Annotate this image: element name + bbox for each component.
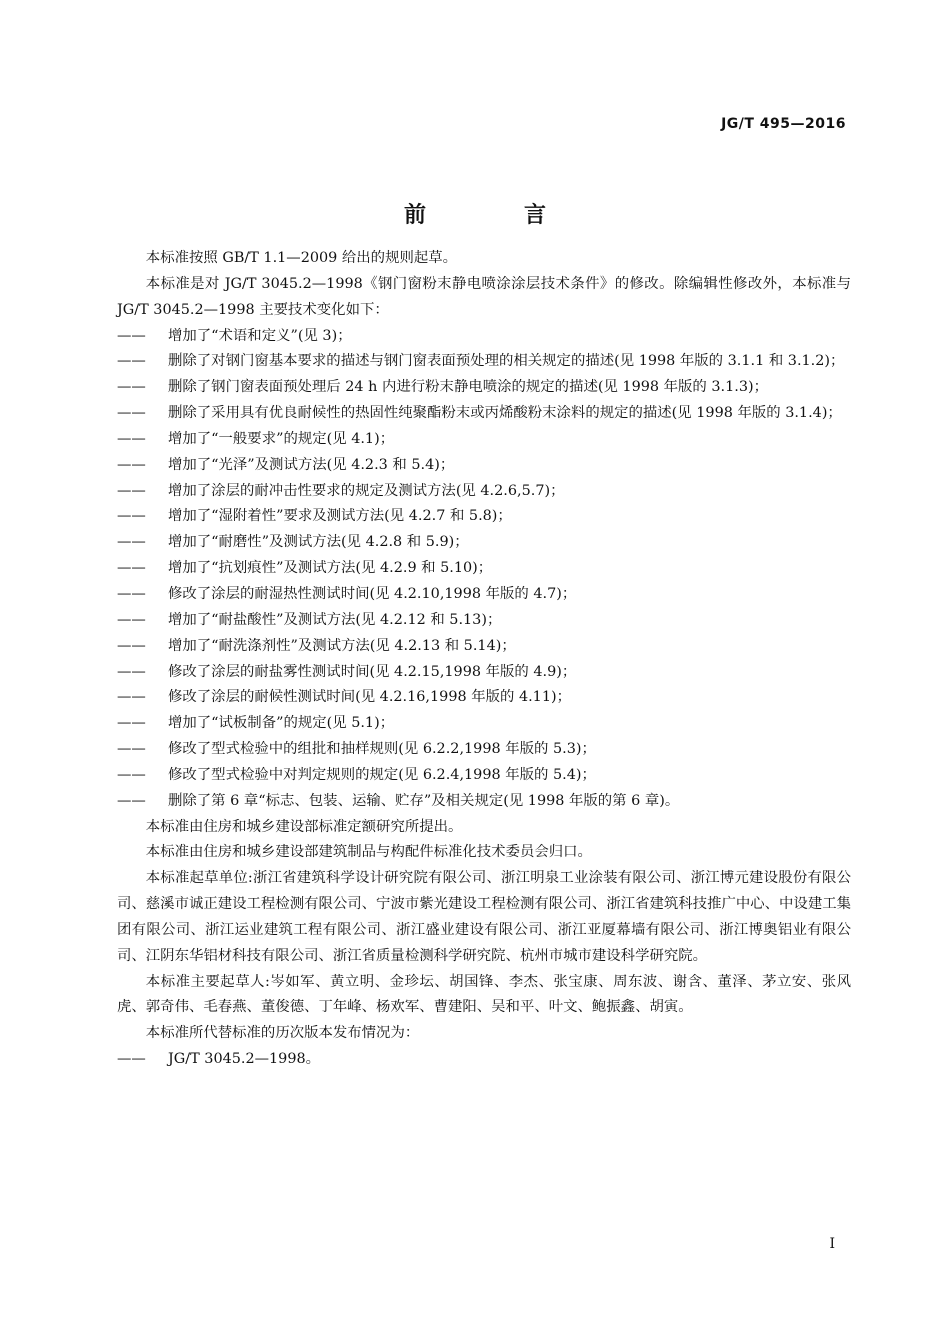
list-item-text: 增加了“耐磨性”及测试方法(见 4.2.8 和 5.9)； <box>168 534 469 551</box>
dash-mark: —— <box>117 327 146 344</box>
list-item-text: 增加了“抗划痕性”及测试方法(见 4.2.9 和 5.10)； <box>168 560 493 577</box>
dash-mark: —— <box>117 585 146 602</box>
dash-mark: —— <box>117 715 146 732</box>
dash-mark: —— <box>117 741 146 758</box>
list-item-text: 删除了钢门窗表面预处理后 24 h 内进行粉末静电喷涂的规定的描述(见 1998 年版的 3.1.3)； <box>168 379 768 396</box>
list-item <box>117 711 851 737</box>
dash-mark: —— <box>117 379 146 396</box>
list-item <box>117 737 851 763</box>
dash-mark: —— <box>117 353 146 370</box>
standard-code: JG/T 495—2016 <box>721 116 846 132</box>
list-item <box>117 530 851 556</box>
list-item-text: 修改了型式检验中对判定规则的规定(见 6.2.4,1998 年版的 5.4)； <box>168 766 596 783</box>
list-item <box>117 375 851 401</box>
list-item <box>117 763 851 789</box>
list-item <box>117 401 851 427</box>
list-item-text: 修改了涂层的耐湿热性测试时间(见 4.2.10,1998 年版的 4.7)； <box>168 585 577 602</box>
list-item <box>117 789 851 815</box>
list-item <box>117 634 851 660</box>
list-item-text: 增加了“试板制备”的规定(见 5.1)； <box>168 715 395 732</box>
dash-mark: —— <box>117 663 146 680</box>
list-item <box>117 427 851 453</box>
list-item <box>117 556 851 582</box>
list-item <box>117 504 851 530</box>
paragraph: 本标准由住房和城乡建设部建筑制品与构配件标准化技术委员会归口。 <box>145 844 592 861</box>
list-item <box>117 582 851 608</box>
list-item-text: 增加了“耐盐酸性”及测试方法(见 4.2.12 和 5.13)； <box>168 611 502 628</box>
list-item-text: 删除了采用具有优良耐候性的热固性纯聚酯粉末或丙烯酸粉末涂料的规定的描述(见 1998 年版的 3.1.4)； <box>168 405 842 422</box>
list-item <box>117 660 851 686</box>
paragraph: 本标准所代替标准的历次版本发布情况为： <box>145 1025 420 1042</box>
list-item-text: 增加了“光泽”及测试方法(见 4.2.3 和 5.4)； <box>168 456 455 473</box>
dash-mark: —— <box>117 792 146 809</box>
dash-mark: —— <box>117 1051 146 1068</box>
dash-mark: —— <box>117 637 146 654</box>
list-item-text: 修改了涂层的耐候性测试时间(见 4.2.16,1998 年版的 4.11)； <box>168 689 571 706</box>
page-number: I <box>829 1236 835 1252</box>
dash-mark: —— <box>117 482 146 499</box>
list-item <box>117 685 851 711</box>
history-item <box>117 1047 851 1073</box>
dash-mark: —— <box>117 456 146 473</box>
dash-mark: —— <box>117 689 146 706</box>
page-title: 前 言 <box>403 203 584 228</box>
drafters: 本标准主要起草人:岑如军、黄立明、金珍坛、胡国锋、李杰、张宝康、周东波、谢含、董泽、茅立安、张风虎、郭奇伟、毛春燕、董俊德、丁年峰、杨欢军、曹建阳、吴和平、叶文、鲍振鑫、胡寅。 <box>117 973 851 1016</box>
dash-mark: —— <box>117 430 146 447</box>
history-item-text: JG/T 3045.2—1998。 <box>168 1051 321 1068</box>
paragraph: 本标准按照 GB/T 1.1—2009 给出的规则起草。 <box>145 250 458 266</box>
list-item-text: 修改了型式检验中的组批和抽样规则(见 6.2.2,1998 年版的 5.3)； <box>168 741 596 758</box>
list-item-text: 增加了“湿附着性”要求及测试方法(见 4.2.7 和 5.8)； <box>168 508 512 525</box>
list-item-text: 删除了对钢门窗基本要求的描述与钢门窗表面预处理的相关规定的描述(见 1998 年版的 3.1.1 和 3.1.2)； <box>168 353 845 370</box>
list-item-text: 增加了涂层的耐冲击性要求的规定及测试方法(见 4.2.6,5.7)； <box>168 482 565 499</box>
dash-mark: —— <box>117 405 146 422</box>
list-item-text: 增加了“一般要求”的规定(见 4.1)； <box>168 430 395 447</box>
list-item <box>117 349 851 375</box>
dash-mark: —— <box>117 611 146 628</box>
list-item <box>117 608 851 634</box>
dash-mark: —— <box>117 766 146 783</box>
list-item-text: 增加了“耐洗涤剂性”及测试方法(见 4.2.13 和 5.14)； <box>168 637 516 654</box>
paragraph: 本标准是对 JG/T 3045.2—1998《钢门窗粉末静电喷涂涂层技术条件》的修改。除编辑性修改外，本标准与 JG/T 3045.2—1998 主要技术变化如下： <box>117 275 851 318</box>
list-item <box>117 453 851 479</box>
list-item <box>117 479 851 505</box>
drafting-units: 本标准起草单位:浙江省建筑科学设计研究院有限公司、浙江明泉工业涂装有限公司、浙江博元建设股份有限公司、慈溪市诚正建设工程检测有限公司、宁波市紫光建设工程检测有限公司、浙江省建筑科技推广中心、中设建工集团有限公司、浙江运业建筑工程有限公司、浙江盛业建设有限公司、浙江亚厦幕墙有限公司、浙江博奥铝业有限公司、江阴东华铝材科技有限公司、浙江省质量检测科学研究院、杭州市城市建设科学研究院。 <box>117 870 851 964</box>
paragraph: 本标准由住房和城乡建设部标准定额研究所提出。 <box>145 818 463 835</box>
foreword-body <box>117 246 851 1073</box>
changes-list <box>117 324 851 815</box>
dash-mark: —— <box>117 534 146 551</box>
dash-mark: —— <box>117 508 146 525</box>
list-item-text: 删除了第 6 章“标志、包装、运输、贮存”及相关规定(见 1998 年版的第 6 章)。 <box>168 792 680 809</box>
list-item-text: 增加了“术语和定义”(见 3)； <box>168 327 352 344</box>
dash-mark: —— <box>117 560 146 577</box>
list-item-text: 修改了涂层的耐盐雾性测试时间(见 4.2.15,1998 年版的 4.9)； <box>168 663 577 680</box>
list-item <box>117 324 851 350</box>
